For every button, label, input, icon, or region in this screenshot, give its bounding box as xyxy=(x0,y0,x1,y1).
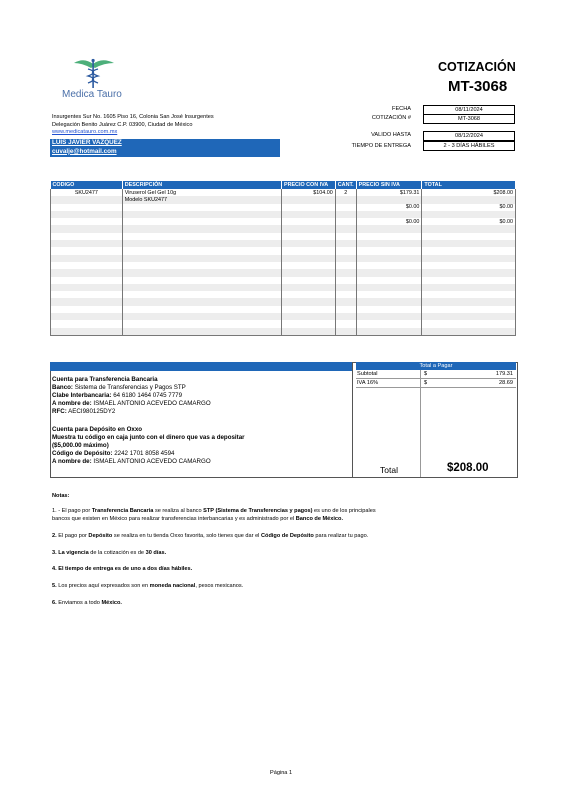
table-cell xyxy=(422,269,516,276)
note-bold: 3. La vigencia xyxy=(52,550,89,556)
table-cell xyxy=(356,306,422,313)
table-cell xyxy=(356,196,422,203)
table-cell xyxy=(422,262,516,269)
table-cell xyxy=(281,204,335,211)
table-row xyxy=(51,196,516,203)
subtotal-label: Subtotal xyxy=(357,371,378,377)
table-row xyxy=(51,284,516,291)
table-row xyxy=(51,298,516,305)
table-row xyxy=(51,262,516,269)
table-cell: $0.00 xyxy=(356,218,422,225)
table-cell xyxy=(335,306,356,313)
items-table xyxy=(50,181,516,336)
table-cell xyxy=(281,298,335,305)
table-cell xyxy=(281,262,335,269)
table-cell: SKU2477 xyxy=(51,189,123,196)
iva-value: 28.69 xyxy=(499,380,513,386)
document-title: COTIZACIÓN xyxy=(438,60,516,74)
entrega-value: 2 - 3 DÍAS HÁBILES xyxy=(423,141,515,151)
note-5 xyxy=(52,583,462,591)
note-bold: 30 días. xyxy=(145,550,167,556)
table-cell xyxy=(335,218,356,225)
table-cell: $104.00 xyxy=(281,189,335,196)
entrega-label: TIEMPO DE ENTREGA xyxy=(351,143,411,149)
table-cell xyxy=(335,298,356,305)
note-bold: 6. xyxy=(52,600,57,606)
header-codigo: CODIGO xyxy=(51,181,123,189)
note-text: se realiza al banco xyxy=(153,508,204,514)
table-row xyxy=(51,233,516,240)
note-text: bancos que existen en México para realizar transferencias interbancarias y es administrado por el xyxy=(52,515,296,522)
table-cell xyxy=(122,298,281,305)
note-text: 1. - El pago por xyxy=(52,508,92,514)
table-cell xyxy=(356,291,422,298)
table-cell xyxy=(122,291,281,298)
codigo-label: Código de Depósito: xyxy=(52,450,113,457)
table-cell xyxy=(335,247,356,254)
table-cell xyxy=(281,225,335,232)
note-bold: es de uno a dos días hábiles. xyxy=(113,566,193,572)
page-number: Página 1 xyxy=(270,770,293,776)
iva-row xyxy=(356,379,516,388)
table-cell xyxy=(281,240,335,247)
table-cell: 2 xyxy=(335,189,356,196)
nombre-value: ISMAEL ANTONIO ACEVEDO CAMARGO xyxy=(93,400,211,407)
table-cell xyxy=(122,211,281,218)
table-cell xyxy=(335,211,356,218)
table-cell xyxy=(281,211,335,218)
table-cell xyxy=(422,313,516,320)
table-row xyxy=(51,277,516,284)
table-cell: Modelo SKU2477 xyxy=(122,196,281,203)
table-cell xyxy=(422,320,516,327)
table-cell xyxy=(122,328,281,336)
table-row xyxy=(51,306,516,313)
table-cell xyxy=(356,225,422,232)
note-1 xyxy=(52,508,462,523)
note-bold: Banco de México. xyxy=(295,515,344,522)
note-2 xyxy=(52,533,462,541)
table-cell: $208.00 xyxy=(422,189,516,196)
table-row xyxy=(51,313,516,320)
header-descripcion: DESCRIPCIÓN xyxy=(122,181,281,189)
note-bold: Depósito xyxy=(88,533,113,539)
table-cell xyxy=(122,247,281,254)
table-cell xyxy=(122,255,281,262)
table-cell xyxy=(356,328,422,336)
table-cell xyxy=(281,255,335,262)
table-cell xyxy=(51,262,123,269)
table-cell xyxy=(51,233,123,240)
header-precio-con-iva: PRECIO CON IVA xyxy=(281,181,335,189)
table-row xyxy=(51,189,516,196)
table-header-row xyxy=(51,181,516,189)
table-cell xyxy=(122,225,281,232)
table-row xyxy=(51,218,516,225)
note-6 xyxy=(52,600,462,608)
table-row xyxy=(51,291,516,298)
table-cell xyxy=(51,204,123,211)
address-line-2: Delegación Benito Juárez C.P. 03900, Ciudad de México xyxy=(52,121,193,128)
table-cell xyxy=(356,284,422,291)
table-cell xyxy=(122,240,281,247)
company-logo-name: Medica Tauro xyxy=(62,89,122,100)
header-precio-sin-iva: PRECIO SIN IVA xyxy=(356,181,422,189)
table-row xyxy=(51,211,516,218)
table-cell xyxy=(335,291,356,298)
table-cell xyxy=(335,269,356,276)
table-cell xyxy=(422,255,516,262)
table-cell xyxy=(356,298,422,305)
table-cell xyxy=(281,306,335,313)
note-text: de la cotización es de xyxy=(88,550,146,556)
table-cell xyxy=(281,313,335,320)
table-row xyxy=(51,240,516,247)
table-cell xyxy=(356,240,422,247)
table-cell xyxy=(122,313,281,320)
table-cell xyxy=(122,320,281,327)
table-row xyxy=(51,255,516,262)
table-cell xyxy=(422,291,516,298)
table-cell xyxy=(335,313,356,320)
table-row xyxy=(51,269,516,276)
payment-header-bar xyxy=(50,362,352,371)
note-4 xyxy=(52,566,462,574)
table-cell xyxy=(356,320,422,327)
table-cell xyxy=(422,298,516,305)
rfc-label: RFC: xyxy=(52,408,67,415)
table-cell xyxy=(335,284,356,291)
table-cell xyxy=(356,255,422,262)
table-cell xyxy=(122,204,281,211)
table-cell xyxy=(51,225,123,232)
oxxo-info xyxy=(52,426,245,466)
table-cell xyxy=(335,233,356,240)
valido-label: VALIDO HASTA xyxy=(371,132,411,138)
note-3 xyxy=(52,550,462,558)
total-label: Total xyxy=(380,465,398,475)
table-cell xyxy=(356,313,422,320)
oxxo-instruction: Muestra tu código en caja junto con el dinero que vas a depositar xyxy=(52,434,245,441)
table-cell xyxy=(356,247,422,254)
fecha-value: 08/11/2024 xyxy=(423,105,515,115)
note-text: Los precios aquí expresados son en xyxy=(56,583,150,589)
banco-value: Sistema de Transferencias y Pagos STP xyxy=(74,384,186,391)
table-cell xyxy=(281,247,335,254)
table-cell xyxy=(335,196,356,203)
table-row xyxy=(51,204,516,211)
oxxo-nombre-value: ISMAEL ANTONIO ACEVEDO CAMARGO xyxy=(93,458,211,465)
table-cell xyxy=(51,313,123,320)
oxxo-max: ($5,000.00 máximo) xyxy=(52,442,109,449)
client-name: LUIS JAVIER VAZQUEZ xyxy=(52,139,122,146)
table-cell xyxy=(422,240,516,247)
banco-label: Banco: xyxy=(52,384,73,391)
table-cell xyxy=(51,196,123,203)
notes-title: Notas: xyxy=(52,493,70,499)
table-cell xyxy=(335,328,356,336)
table-row xyxy=(51,225,516,232)
rfc-value: AECI980125DY2 xyxy=(68,408,116,415)
note-bold: 4. El tiempo de entrega xyxy=(52,566,114,572)
table-cell xyxy=(51,306,123,313)
divider xyxy=(352,362,353,477)
table-cell xyxy=(422,233,516,240)
clabe-label: Clabe Interbancaria: xyxy=(52,392,112,399)
note-text: se realiza en tu tienda Oxxo favorita, solo tienes que dar el xyxy=(112,533,261,539)
table-cell xyxy=(122,277,281,284)
table-cell xyxy=(122,269,281,276)
transfer-info xyxy=(52,376,211,416)
table-cell xyxy=(51,277,123,284)
table-cell xyxy=(356,262,422,269)
table-cell: $0.00 xyxy=(422,218,516,225)
note-bold: 5. xyxy=(52,583,57,589)
subtotal-row xyxy=(356,370,516,379)
note-bold: Código de Depósito xyxy=(260,533,314,539)
table-cell xyxy=(281,196,335,203)
note-text: El pago por xyxy=(56,533,89,539)
nombre-label: A nombre de: xyxy=(52,400,92,407)
table-cell xyxy=(335,277,356,284)
table-cell xyxy=(281,218,335,225)
iva-label: IVA 16% xyxy=(357,380,379,386)
cotizacion-label: COTIZACIÓN # xyxy=(371,115,411,121)
client-box xyxy=(50,139,280,157)
table-cell xyxy=(335,240,356,247)
table-cell xyxy=(281,277,335,284)
table-cell xyxy=(51,291,123,298)
valido-value: 08/12/2024 xyxy=(423,131,515,141)
note-bold: STP (Sistema de Transferencias y pagos) xyxy=(203,508,313,514)
table-cell: $0.00 xyxy=(422,204,516,211)
table-cell xyxy=(281,328,335,336)
table-cell xyxy=(335,255,356,262)
table-cell xyxy=(356,277,422,284)
table-cell xyxy=(281,284,335,291)
table-cell xyxy=(281,320,335,327)
table-cell xyxy=(122,262,281,269)
subtotal-currency: $ xyxy=(424,371,428,377)
table-cell xyxy=(281,269,335,276)
website-link[interactable]: www.medicatauro.com.mx xyxy=(52,129,118,135)
table-cell xyxy=(51,298,123,305)
codigo-value: 2242 1701 8058 4594 xyxy=(114,450,175,457)
table-cell xyxy=(51,218,123,225)
table-row xyxy=(51,328,516,336)
note-bold: Transferencia Bancaria xyxy=(91,508,154,514)
cotizacion-value: MT-3068 xyxy=(423,114,515,124)
table-cell xyxy=(356,233,422,240)
note-text: es uno de los principales xyxy=(312,508,376,514)
client-email[interactable]: cuvalje@hotmail.com xyxy=(52,147,117,155)
table-cell xyxy=(335,320,356,327)
note-bold: 2. xyxy=(52,533,57,539)
table-cell xyxy=(422,225,516,232)
table-cell xyxy=(122,284,281,291)
header-total: TOTAL xyxy=(422,181,516,189)
note-text: Enviamos a todo xyxy=(56,600,102,606)
header-cantidad: CANT. xyxy=(335,181,356,189)
table-cell xyxy=(51,284,123,291)
table-cell xyxy=(356,269,422,276)
oxxo-nombre-label: A nombre de: xyxy=(52,458,92,465)
table-cell xyxy=(422,247,516,254)
table-cell xyxy=(122,306,281,313)
table-cell xyxy=(51,247,123,254)
total-value: $208.00 xyxy=(447,462,489,474)
table-cell xyxy=(422,277,516,284)
total-a-pagar-header: Total a Pagar xyxy=(356,362,516,370)
table-cell xyxy=(281,291,335,298)
table-cell xyxy=(356,211,422,218)
table-cell: Viruserol Gel Gel 10g xyxy=(122,189,281,196)
table-cell xyxy=(51,255,123,262)
address-line-1: Insurgentes Sur No. 1605 Piso 16, Colonia San José Insurgentes xyxy=(52,114,214,120)
table-cell xyxy=(422,306,516,313)
caduceus-logo-icon xyxy=(72,55,116,89)
table-cell: $0.00 xyxy=(356,204,422,211)
table-cell xyxy=(422,328,516,336)
note-text: , pesos mexicanos. xyxy=(195,583,244,589)
subtotal-value: 179.31 xyxy=(495,371,513,377)
transfer-title: Cuenta para Transferencia Bancaria xyxy=(52,376,158,383)
table-cell xyxy=(51,240,123,247)
fecha-label: FECHA xyxy=(392,106,411,112)
company-address xyxy=(52,114,214,137)
table-cell xyxy=(335,262,356,269)
table-cell: $179.31 xyxy=(356,189,422,196)
table-cell xyxy=(281,233,335,240)
clabe-value: 64 6180 1464 0745 7779 xyxy=(113,392,183,399)
iva-currency: $ xyxy=(424,380,428,386)
note-bold: moneda nacional xyxy=(149,583,196,589)
note-text: para realizar tu pago. xyxy=(313,533,369,539)
note-bold: México. xyxy=(101,600,122,606)
table-cell xyxy=(422,211,516,218)
table-cell xyxy=(51,269,123,276)
table-cell xyxy=(335,225,356,232)
table-cell xyxy=(122,218,281,225)
table-cell xyxy=(51,320,123,327)
quote-number: MT-3068 xyxy=(448,78,508,95)
table-cell xyxy=(122,233,281,240)
table-row xyxy=(51,247,516,254)
oxxo-title: Cuenta para Depósito en Oxxo xyxy=(52,426,143,433)
table-cell xyxy=(51,328,123,336)
table-row xyxy=(51,320,516,327)
table-cell xyxy=(422,196,516,203)
table-cell xyxy=(335,204,356,211)
table-cell xyxy=(51,211,123,218)
table-cell xyxy=(422,284,516,291)
